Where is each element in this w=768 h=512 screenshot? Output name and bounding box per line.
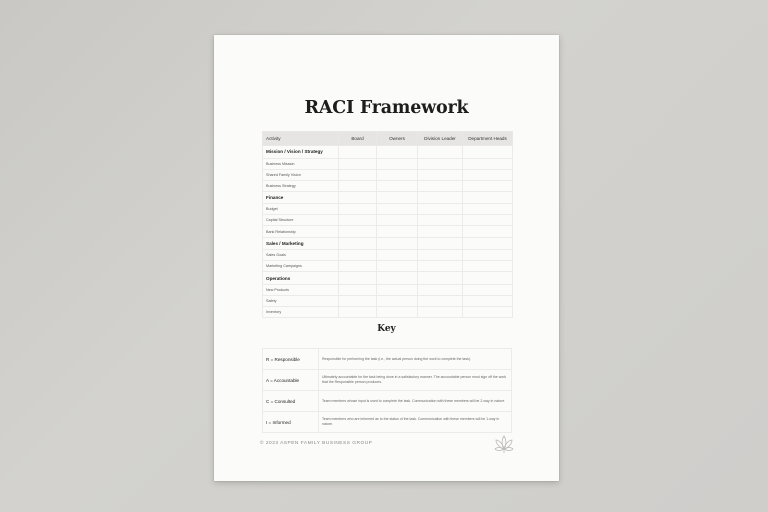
empty-cell <box>377 284 418 295</box>
header-division-leader: Division Leader <box>418 132 463 146</box>
table-row <box>263 169 513 180</box>
empty-cell <box>418 146 463 159</box>
header-activity: Activity <box>263 132 339 146</box>
table-row <box>263 295 513 306</box>
empty-cell <box>463 237 513 250</box>
key-row <box>263 391 512 412</box>
key-label: R = Responsible <box>263 349 319 370</box>
empty-cell <box>463 180 513 191</box>
activity-cell: Marketing Campaigns <box>263 261 339 272</box>
empty-cell <box>418 295 463 306</box>
table-row <box>263 215 513 226</box>
key-description: Responsible for performing the task (i.e., the actual person doing the work to complete the task). <box>319 349 512 370</box>
empty-cell <box>377 158 418 169</box>
header-department-heads: Department Heads <box>463 132 513 146</box>
empty-cell <box>463 284 513 295</box>
empty-cell <box>463 226 513 237</box>
key-description: Team members who are informed as to the status of the task. Communication with these members will be 1-way in nature. <box>319 412 512 433</box>
empty-cell <box>377 250 418 261</box>
key-row <box>263 370 512 391</box>
empty-cell <box>339 284 377 295</box>
empty-cell <box>418 284 463 295</box>
empty-cell <box>377 226 418 237</box>
empty-cell <box>339 146 377 159</box>
empty-cell <box>339 158 377 169</box>
document-page <box>214 35 559 481</box>
activity-cell: Capital Structure <box>263 215 339 226</box>
empty-cell <box>339 261 377 272</box>
table-row <box>263 250 513 261</box>
empty-cell <box>418 215 463 226</box>
empty-cell <box>339 191 377 204</box>
empty-cell <box>339 237 377 250</box>
table-row <box>263 158 513 169</box>
empty-cell <box>418 306 463 317</box>
empty-cell <box>339 169 377 180</box>
empty-cell <box>463 158 513 169</box>
key-row <box>263 349 512 370</box>
empty-cell <box>339 204 377 215</box>
empty-cell <box>377 169 418 180</box>
section-row <box>263 237 513 250</box>
empty-cell <box>339 306 377 317</box>
empty-cell <box>463 215 513 226</box>
section-label: Mission / Vision / Strategy <box>263 146 339 159</box>
empty-cell <box>463 191 513 204</box>
empty-cell <box>377 237 418 250</box>
empty-cell <box>463 261 513 272</box>
table-row <box>263 284 513 295</box>
key-table <box>262 348 512 433</box>
table-row <box>263 226 513 237</box>
empty-cell <box>339 250 377 261</box>
key-heading: Key <box>377 324 396 334</box>
empty-cell <box>418 204 463 215</box>
key-row <box>263 412 512 433</box>
empty-cell <box>418 237 463 250</box>
empty-cell <box>418 158 463 169</box>
section-label: Finance <box>263 191 339 204</box>
empty-cell <box>418 250 463 261</box>
empty-cell <box>463 272 513 285</box>
empty-cell <box>377 180 418 191</box>
empty-cell <box>377 215 418 226</box>
empty-cell <box>377 272 418 285</box>
empty-cell <box>463 295 513 306</box>
empty-cell <box>418 180 463 191</box>
empty-cell <box>339 180 377 191</box>
aspen-leaf-logo-icon <box>493 433 515 455</box>
key-label: A = Accountable <box>263 370 319 391</box>
empty-cell <box>418 226 463 237</box>
empty-cell <box>463 306 513 317</box>
table-row <box>263 180 513 191</box>
section-row <box>263 191 513 204</box>
empty-cell <box>418 261 463 272</box>
activity-cell: Sales Goals <box>263 250 339 261</box>
empty-cell <box>377 261 418 272</box>
empty-cell <box>418 191 463 204</box>
empty-cell <box>463 146 513 159</box>
table-row <box>263 261 513 272</box>
table-row <box>263 204 513 215</box>
empty-cell <box>418 272 463 285</box>
activity-cell: Business Mission <box>263 158 339 169</box>
empty-cell <box>418 169 463 180</box>
key-label: C = Consulted <box>263 391 319 412</box>
empty-cell <box>339 272 377 285</box>
empty-cell <box>377 306 418 317</box>
empty-cell <box>463 169 513 180</box>
activity-cell: Shared Family Vision <box>263 169 339 180</box>
empty-cell <box>463 204 513 215</box>
activity-cell: Safety <box>263 295 339 306</box>
activity-cell: New Products <box>263 284 339 295</box>
section-label: Operations <box>263 272 339 285</box>
footer-copyright: © 2023 ASPEN FAMILY BUSINESS GROUP <box>260 441 373 446</box>
empty-cell <box>377 204 418 215</box>
activity-cell: Inventory <box>263 306 339 317</box>
key-label: I = Informed <box>263 412 319 433</box>
empty-cell <box>377 191 418 204</box>
empty-cell <box>463 250 513 261</box>
activity-cell: Budget <box>263 204 339 215</box>
raci-table <box>262 131 512 318</box>
empty-cell <box>377 146 418 159</box>
empty-cell <box>339 215 377 226</box>
activity-cell: Business Strategy <box>263 180 339 191</box>
key-description: Ultimately accountable for the task being done in a satisfactory manner. The accountable person must sign off the work that the Responsible person produces. <box>319 370 512 391</box>
section-label: Sales / Marketing <box>263 237 339 250</box>
key-description: Team members whose input is used to complete the task. Communication with these members will be 2-way in nature. <box>319 391 512 412</box>
section-row <box>263 146 513 159</box>
header-board: Board <box>339 132 377 146</box>
table-row <box>263 306 513 317</box>
raci-header-row <box>263 132 513 146</box>
empty-cell <box>377 295 418 306</box>
document-title: RACI Framework <box>304 98 469 118</box>
header-owners: Owners <box>377 132 418 146</box>
activity-cell: Bank Relationship <box>263 226 339 237</box>
section-row <box>263 272 513 285</box>
empty-cell <box>339 295 377 306</box>
empty-cell <box>339 226 377 237</box>
